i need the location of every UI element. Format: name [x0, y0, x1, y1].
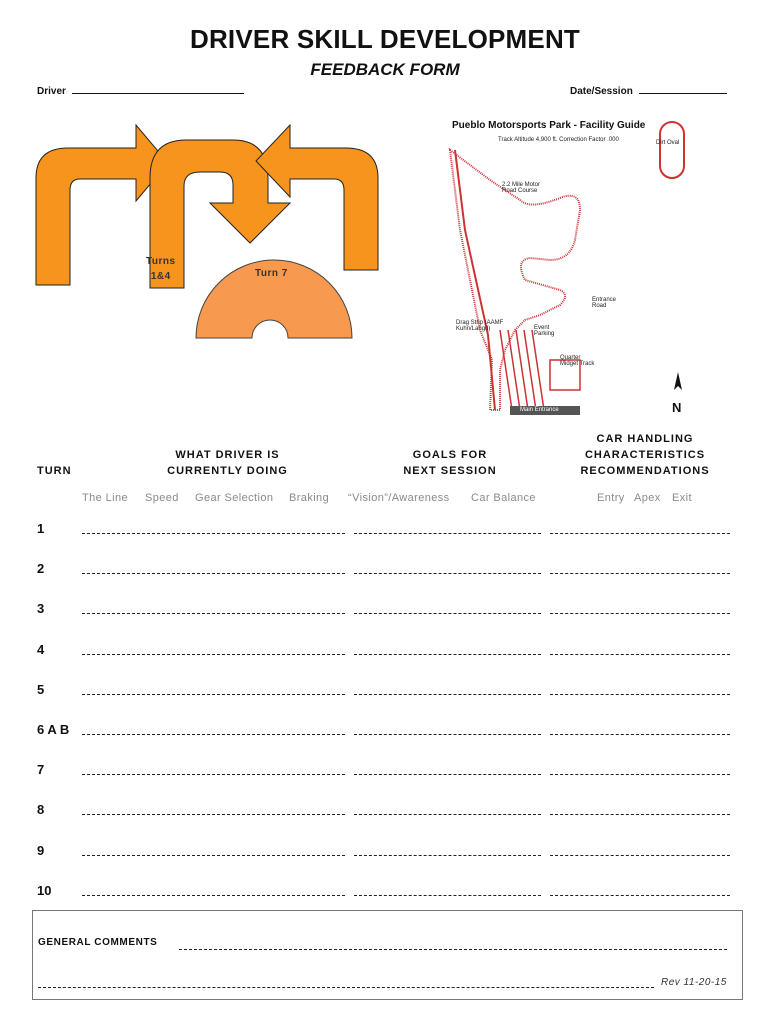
turn-8-driver-doing-line[interactable]	[82, 814, 345, 815]
turn-4-driver-doing-line[interactable]	[82, 654, 345, 655]
subheader-vision-awareness: “Vision”/Awareness	[348, 492, 450, 504]
general-comments-label: GENERAL COMMENTS	[38, 937, 158, 948]
subheader-gear-selection: Gear Selection	[195, 492, 274, 504]
track-map-drawing	[420, 110, 710, 420]
turn-number-10: 10	[37, 883, 52, 898]
turn-number-8: 8	[37, 802, 45, 817]
general-comments-line-2[interactable]	[38, 987, 654, 988]
map-north-label: N	[672, 400, 682, 415]
turn-number-1: 1	[37, 521, 45, 536]
map-label-dirt-oval: Dirt Oval	[656, 140, 680, 146]
turn-9-goals-line[interactable]	[354, 855, 541, 856]
turn-4-goals-line[interactable]	[354, 654, 541, 655]
general-comments-line-1[interactable]	[179, 949, 727, 950]
turn-7-label: Turn 7	[255, 268, 288, 279]
date-session-label: Date/Session	[570, 86, 633, 97]
turn-5-car-handling-line[interactable]	[550, 694, 730, 695]
turn-column-header: TURN	[37, 465, 72, 477]
facility-map	[420, 110, 710, 420]
form-subtitle: FEEDBACK FORM	[310, 60, 460, 79]
turn-8-goals-line[interactable]	[354, 814, 541, 815]
turn-1-car-handling-line[interactable]	[550, 533, 730, 534]
turn-diagram-illustration	[28, 100, 388, 350]
turn-number-5: 5	[37, 682, 45, 697]
turn-9-car-handling-line[interactable]	[550, 855, 730, 856]
turn-number-6: 6 A B	[37, 722, 70, 737]
map-label-event-parking: Event Parking	[534, 325, 555, 337]
turn-number-7: 7	[37, 762, 45, 777]
goals-header: GOALS FOR NEXT SESSION	[403, 449, 497, 477]
map-label-drag: Drag Strip (AAMF Kuhn/Langd)	[456, 320, 504, 332]
form-title: DRIVER SKILL DEVELOPMENT	[189, 24, 581, 54]
driver-label: Driver	[37, 86, 66, 97]
general-comments-box	[32, 910, 743, 1000]
subheader-speed: Speed	[145, 492, 179, 504]
date-session-input-line[interactable]	[639, 93, 727, 94]
turns-1-4-label: Turns 1&4	[146, 256, 176, 282]
turn-7-car-handling-line[interactable]	[550, 774, 730, 775]
turn-5-goals-line[interactable]	[354, 694, 541, 695]
turn-10-driver-doing-line[interactable]	[82, 895, 345, 896]
subheader-car-balance: Car Balance	[471, 492, 536, 504]
turn-3-driver-doing-line[interactable]	[82, 613, 345, 614]
turn-number-3: 3	[37, 601, 45, 616]
turn-3-car-handling-line[interactable]	[550, 613, 730, 614]
turn-2-driver-doing-line[interactable]	[82, 573, 345, 574]
map-label-entrance: Entrance Road	[592, 297, 617, 309]
date-session-field[interactable]	[570, 86, 727, 97]
right-turn-arrow	[256, 125, 378, 270]
turn-2-goals-line[interactable]	[354, 573, 541, 574]
turn-6-goals-line[interactable]	[354, 734, 541, 735]
driver-field[interactable]	[37, 86, 244, 97]
car-handling-header: CAR HANDLING CHARACTERISTICS RECOMMENDATIONS	[580, 433, 710, 477]
turn-10-car-handling-line[interactable]	[550, 895, 730, 896]
turn-1-driver-doing-line[interactable]	[82, 533, 345, 534]
map-title: Pueblo Motorsports Park - Facility Guide	[452, 120, 646, 131]
subheader-entry: Entry	[597, 492, 625, 504]
turn-8-car-handling-line[interactable]	[550, 814, 730, 815]
subheader-braking: Braking	[289, 492, 330, 504]
turn-number-4: 4	[37, 642, 45, 657]
revision-label: Rev 11-20-15	[661, 977, 727, 988]
turn-3-goals-line[interactable]	[354, 613, 541, 614]
map-label-quarter-midget: Quarter Midget Track	[560, 355, 595, 367]
turn-4-car-handling-line[interactable]	[550, 654, 730, 655]
turn-7-goals-line[interactable]	[354, 774, 541, 775]
driver-doing-header: WHAT DRIVER IS CURRENTLY DOING	[167, 449, 288, 477]
turn-6-driver-doing-line[interactable]	[82, 734, 345, 735]
turn-5-driver-doing-line[interactable]	[82, 694, 345, 695]
subheader-the-line: The Line	[82, 492, 129, 504]
turn-6-car-handling-line[interactable]	[550, 734, 730, 735]
turn-number-2: 2	[37, 561, 45, 576]
turn-1-goals-line[interactable]	[354, 533, 541, 534]
subheader-exit: Exit	[672, 492, 692, 504]
turn-10-goals-line[interactable]	[354, 895, 541, 896]
turn-number-9: 9	[37, 843, 45, 858]
driver-input-line[interactable]	[72, 93, 244, 94]
turn-2-car-handling-line[interactable]	[550, 573, 730, 574]
map-label-road-course: 2.2 Mile Motor Road Course	[502, 182, 541, 194]
map-subtitle: Track Altitude 4,900 ft. Correction Factor .000	[498, 137, 619, 143]
turn-7-driver-doing-line[interactable]	[82, 774, 345, 775]
subheader-apex: Apex	[634, 492, 661, 504]
turn-9-driver-doing-line[interactable]	[82, 855, 345, 856]
map-label-main-entrance: Main Entrance	[520, 407, 559, 413]
